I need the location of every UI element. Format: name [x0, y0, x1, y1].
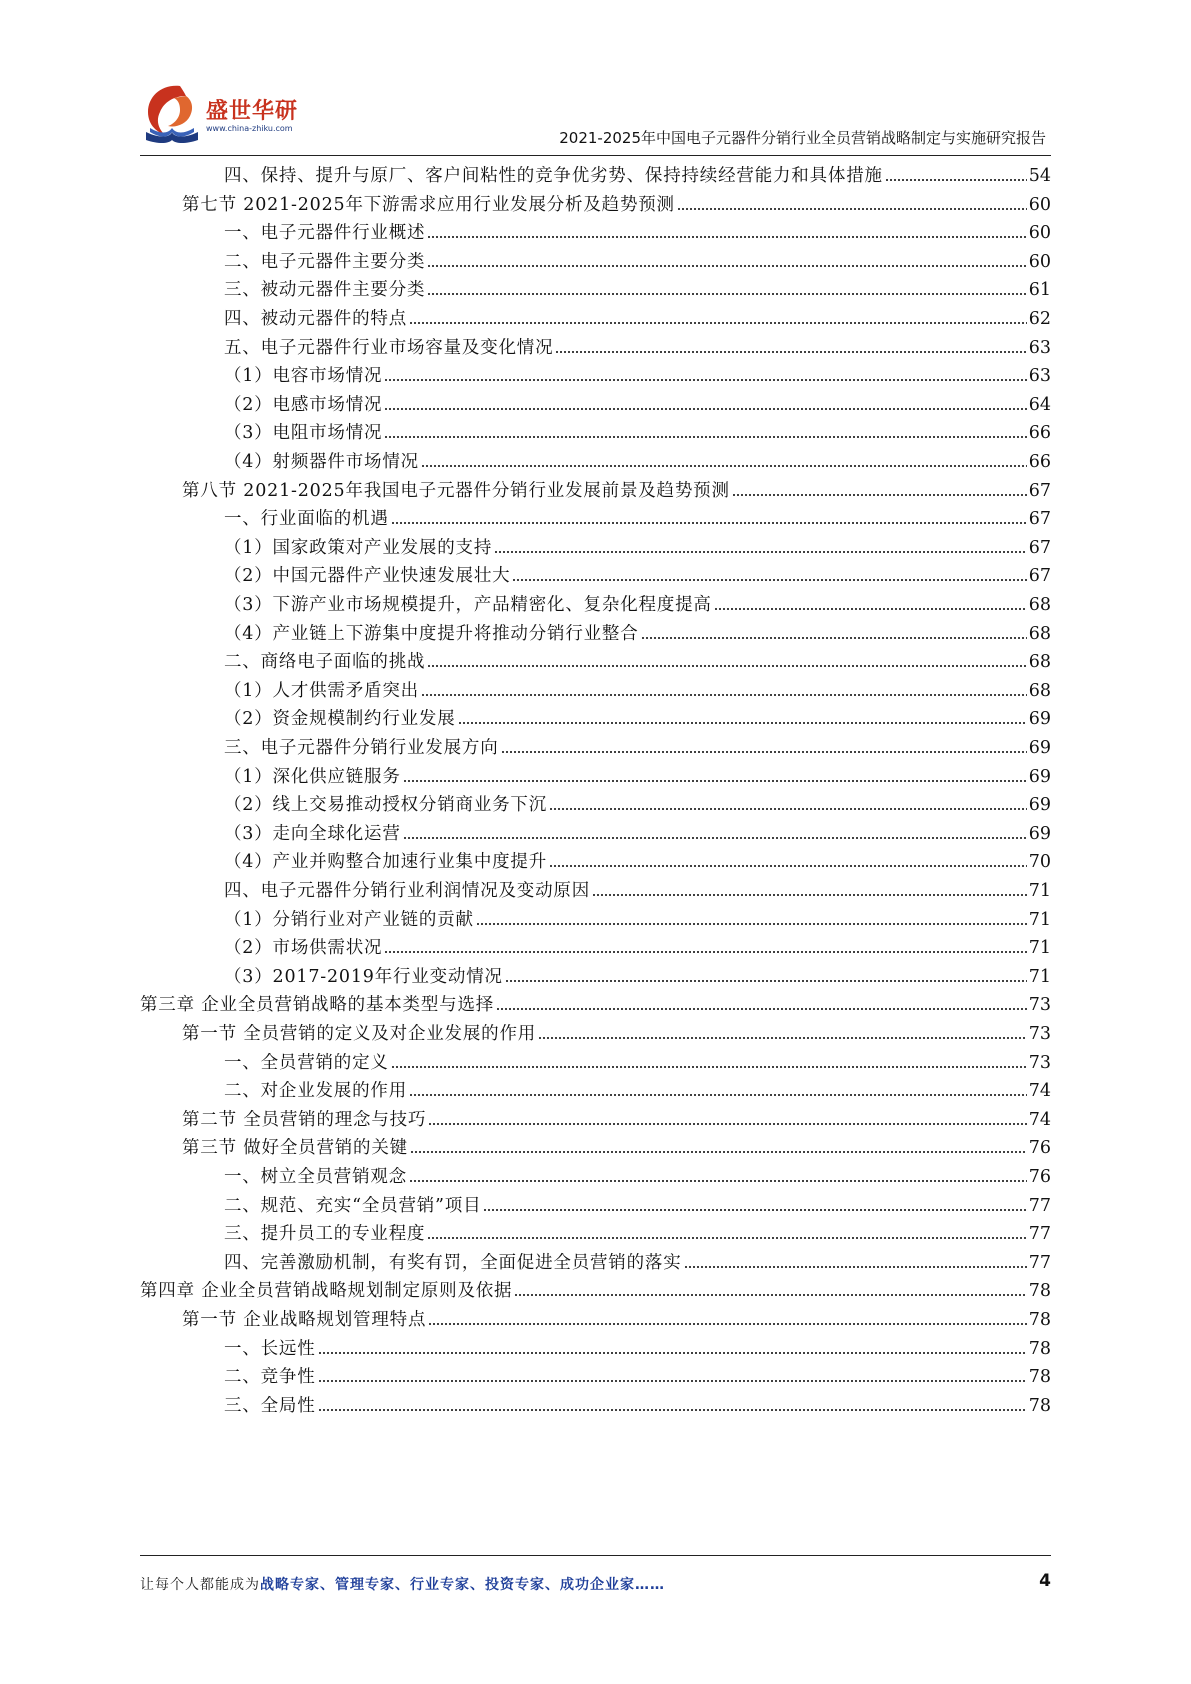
toc-entry[interactable] [224, 334, 1051, 362]
toc-entry-label: （2）资金规模制约行业发展 [224, 709, 456, 730]
logo-emblem-icon [140, 82, 204, 146]
toc-entry-page: 64 [1028, 394, 1051, 415]
toc-dot-leader [512, 576, 1026, 582]
toc-entry-label: （2）市场供需状况 [224, 938, 383, 959]
toc-entry-label: 二、规范、充实“全员营销”项目 [224, 1195, 482, 1216]
toc-entry-label: 第七节 2021-2025年下游需求应用行业发展分析及趋势预测 [182, 194, 675, 215]
toc-dot-leader [428, 1120, 1026, 1126]
toc-entry-page: 62 [1028, 309, 1051, 329]
toc-entry[interactable] [224, 391, 1051, 419]
toc-entry[interactable] [224, 906, 1051, 934]
toc-dot-leader [409, 1091, 1027, 1097]
toc-dot-leader [555, 348, 1026, 354]
toc-entry[interactable] [224, 562, 1051, 590]
toc-entry-page: 73 [1028, 995, 1051, 1016]
toc-dot-leader [483, 1206, 1026, 1212]
toc-entry[interactable] [224, 620, 1051, 648]
footer-divider [140, 1555, 1051, 1556]
toc-entry[interactable] [224, 1363, 1051, 1391]
toc-entry-page: 69 [1028, 823, 1051, 844]
toc-entry-page: 77 [1028, 1195, 1051, 1216]
logo-url: www.china-zhiku.com [206, 124, 293, 133]
toc-entry-page: 77 [1028, 1252, 1051, 1273]
toc-entry-label: （2）线上交易推动授权分销商业务下沉 [224, 795, 548, 816]
toc-entry[interactable] [140, 1277, 1051, 1305]
toc-entry[interactable] [224, 448, 1051, 476]
toc-entry-label: 第一节 全员营销的定义及对企业发展的作用 [182, 1024, 537, 1044]
toc-entry-label: （3）电阻市场情况 [224, 423, 383, 444]
toc-entry[interactable] [224, 362, 1051, 390]
toc-dot-leader [427, 262, 1026, 268]
toc-entry-label: （1）电容市场情况 [224, 366, 383, 387]
toc-entry-page: 77 [1028, 1224, 1051, 1245]
toc-entry-page: 78 [1028, 1338, 1051, 1359]
toc-entry[interactable] [224, 677, 1051, 705]
toc-entry-page: 67 [1028, 480, 1051, 501]
toc-entry[interactable] [224, 591, 1051, 619]
toc-entry[interactable] [224, 1192, 1051, 1220]
toc-entry-page: 69 [1028, 766, 1051, 787]
header-divider [140, 155, 1051, 156]
toc-dot-leader [403, 834, 1027, 840]
toc-entry[interactable] [224, 820, 1051, 848]
toc-entry-label: 第二节 全员营销的理念与技巧 [182, 1109, 427, 1130]
toc-entry-page: 74 [1028, 1109, 1051, 1130]
toc-entry-label: （4）射频器件市场情况 [224, 452, 419, 472]
toc-entry[interactable] [224, 534, 1051, 562]
toc-entry[interactable] [182, 1020, 1051, 1048]
toc-entry[interactable] [182, 1106, 1051, 1134]
toc-dot-leader [538, 1034, 1027, 1040]
toc-entry-page: 66 [1028, 423, 1051, 444]
toc-dot-leader [409, 319, 1027, 325]
toc-entry-page: 76 [1028, 1138, 1051, 1159]
toc-entry-page: 78 [1028, 1395, 1051, 1416]
toc-entry[interactable] [224, 276, 1051, 304]
toc-entry-label: 四、完善激励机制，有奖有罚，全面促进全员营销的落实 [224, 1252, 682, 1273]
toc-dot-leader [514, 1291, 1026, 1297]
toc-dot-leader [494, 548, 1027, 554]
toc-dot-leader [403, 777, 1027, 783]
toc-entry-page: 67 [1028, 537, 1051, 558]
toc-dot-leader [427, 662, 1026, 668]
toc-entry-label: （1）国家政策对产业发展的支持 [224, 537, 493, 558]
toc-dot-leader [428, 1320, 1026, 1326]
toc-entry-page: 66 [1028, 452, 1051, 472]
toc-dot-leader [391, 519, 1027, 525]
toc-entry[interactable] [224, 219, 1051, 247]
toc-entry[interactable] [224, 162, 1051, 190]
toc-entry[interactable] [224, 1077, 1051, 1105]
footer-slogan-prefix: 让每个人都能成为 [140, 1577, 260, 1593]
toc-entry-page: 67 [1028, 509, 1051, 530]
toc-dot-leader [318, 1377, 1027, 1383]
toc-dot-leader [391, 1063, 1027, 1069]
toc-entry-label: 第四章 企业全员营销战略规划制定原则及依据 [140, 1281, 513, 1302]
toc-entry-page: 68 [1028, 680, 1051, 701]
toc-dot-leader [384, 433, 1026, 439]
toc-entry[interactable] [224, 1392, 1051, 1420]
toc-entry[interactable] [182, 191, 1051, 219]
toc-entry-label: （3）走向全球化运营 [224, 823, 401, 844]
toc-entry-page: 69 [1028, 709, 1051, 730]
toc-entry-label: 二、对企业发展的作用 [224, 1081, 407, 1102]
toc-entry[interactable] [182, 1306, 1051, 1334]
toc-entry[interactable] [224, 763, 1051, 791]
toc-entry[interactable] [224, 934, 1051, 962]
toc-entry-page: 68 [1028, 652, 1051, 673]
toc-dot-leader [384, 405, 1026, 411]
toc-entry-label: 二、商络电子面临的挑战 [224, 652, 426, 673]
toc-entry[interactable] [224, 734, 1051, 762]
toc-entry[interactable] [224, 1220, 1051, 1248]
toc-entry-label: （1）人才供需矛盾突出 [224, 680, 419, 701]
toc-entry-page: 60 [1028, 223, 1051, 244]
toc-dot-leader [549, 862, 1027, 868]
toc-entry-label: （1）深化供应链服务 [224, 766, 401, 787]
toc-dot-leader [501, 748, 1027, 754]
toc-entry[interactable] [224, 705, 1051, 733]
toc-entry-label: 二、电子元器件主要分类 [224, 251, 426, 272]
toc-dot-leader [458, 719, 1027, 725]
toc-entry-page: 70 [1028, 852, 1051, 873]
toc-dot-leader [427, 233, 1026, 239]
toc-dot-leader [384, 376, 1026, 382]
toc-entry-page: 63 [1028, 337, 1051, 358]
toc-dot-leader [641, 634, 1027, 640]
toc-entry-page: 73 [1028, 1024, 1051, 1044]
toc-dot-leader [677, 205, 1027, 211]
toc-entry-page: 73 [1028, 1052, 1051, 1073]
logo-brand-name: 盛世华研 [206, 99, 299, 124]
toc-entry[interactable] [224, 877, 1051, 905]
toc-entry-page: 71 [1028, 881, 1051, 901]
toc-entry-page: 68 [1028, 623, 1051, 644]
toc-entry-page: 61 [1028, 280, 1051, 301]
toc-dot-leader [421, 691, 1027, 697]
toc-entry-label: （1）分销行业对产业链的贡献 [224, 909, 474, 930]
toc-entry-label: 第三节 做好全员营销的关键 [182, 1138, 408, 1159]
toc-entry[interactable] [224, 1049, 1051, 1077]
toc-entry-label: 第一节 企业战略规划管理特点 [182, 1310, 427, 1330]
toc-entry[interactable] [224, 505, 1051, 533]
toc-entry-label: 一、全员营销的定义 [224, 1052, 389, 1073]
toc-entry-page: 67 [1028, 566, 1051, 587]
page-header [0, 0, 1191, 160]
toc-entry[interactable] [224, 963, 1051, 991]
toc-entry[interactable] [224, 791, 1051, 819]
toc-entry-page: 60 [1028, 194, 1051, 215]
toc-dot-leader [732, 491, 1027, 497]
toc-dot-leader [410, 1148, 1027, 1154]
toc-entry[interactable] [224, 1163, 1051, 1191]
toc-entry-label: 四、保持、提升与原厂、客户间粘性的竞争优劣势、保持持续经营能力和具体措施 [224, 166, 883, 186]
toc-entry[interactable] [224, 419, 1051, 447]
toc-entry-label: 四、电子元器件分销行业利润情况及变动原因 [224, 881, 590, 901]
toc-dot-leader [427, 290, 1026, 296]
toc-entry-label: 一、树立全员营销观念 [224, 1167, 407, 1187]
toc-dot-leader [684, 1263, 1027, 1269]
toc-entry-page: 74 [1028, 1081, 1051, 1102]
toc-entry-label: 一、电子元器件行业概述 [224, 223, 426, 244]
toc-entry-page: 76 [1028, 1167, 1051, 1187]
toc-entry-label: 二、竞争性 [224, 1367, 316, 1388]
toc-entry[interactable] [224, 1335, 1051, 1363]
toc-entry-label: 一、长远性 [224, 1338, 316, 1359]
toc-entry-label: （4）产业链上下游集中度提升将推动分销行业整合 [224, 623, 639, 644]
toc-entry-page: 71 [1028, 909, 1051, 930]
toc-entry[interactable] [224, 848, 1051, 876]
footer-slogan-highlight: 战略专家、管理专家、行业专家、投资专家、成功企业家…… [260, 1577, 665, 1593]
toc-entry-label: （4）产业并购整合加速行业集中度提升 [224, 852, 548, 873]
toc-entry-label: 三、电子元器件分销行业发展方向 [224, 738, 499, 758]
toc-entry-page: 78 [1028, 1281, 1051, 1302]
toc-dot-leader [496, 1005, 1027, 1011]
toc-entry-label: 第三章 企业全员营销战略的基本类型与选择 [140, 995, 495, 1016]
toc-entry-label: （3）下游产业市场规模提升，产品精密化、复杂化程度提高 [224, 595, 712, 615]
toc-entry-label: 三、被动元器件主要分类 [224, 280, 426, 301]
toc-dot-leader [427, 1234, 1026, 1240]
toc-entry-label: 三、提升员工的专业程度 [224, 1224, 426, 1245]
toc-entry-label: 四、被动元器件的特点 [224, 309, 407, 329]
toc-dot-leader [384, 948, 1026, 954]
toc-entry-label: 五、电子元器件行业市场容量及变化情况 [224, 337, 554, 358]
toc-entry-label: 一、行业面临的机遇 [224, 509, 389, 530]
toc-entry-page: 71 [1028, 938, 1051, 959]
toc-dot-leader [714, 605, 1027, 611]
toc-entry-label: （2）电感市场情况 [224, 394, 383, 415]
report-title: 2021-2025年中国电子元器件分销行业全员营销战略制定与实施研究报告 [559, 129, 1046, 147]
toc-dot-leader [505, 977, 1027, 983]
toc-entry-label: 第八节 2021-2025年我国电子元器件分销行业发展前景及趋势预测 [182, 480, 730, 501]
toc-entry-page: 78 [1028, 1310, 1051, 1330]
toc-dot-leader [885, 176, 1027, 182]
footer-slogan [140, 1574, 665, 1594]
toc-dot-leader [409, 1177, 1027, 1183]
toc-dot-leader [318, 1349, 1027, 1355]
toc-dot-leader [549, 805, 1027, 811]
toc-entry-label: 三、全局性 [224, 1395, 316, 1416]
toc-dot-leader [592, 891, 1027, 897]
toc-entry-page: 78 [1028, 1367, 1051, 1388]
toc-entry-page: 71 [1028, 966, 1051, 987]
toc-entry[interactable] [224, 305, 1051, 333]
toc-dot-leader [318, 1406, 1027, 1412]
toc-entry[interactable] [140, 991, 1051, 1019]
toc-entry[interactable] [224, 1249, 1051, 1277]
toc-entry[interactable] [224, 648, 1051, 676]
toc-dot-leader [421, 462, 1027, 468]
toc-entry-page: 63 [1028, 366, 1051, 387]
toc-entry[interactable] [224, 248, 1051, 276]
toc-entry-page: 54 [1028, 166, 1051, 186]
toc-entry-page: 69 [1028, 738, 1051, 758]
toc-entry-label: （3）2017-2019年行业变动情况 [224, 966, 503, 987]
toc-entry-page: 68 [1028, 595, 1051, 615]
company-logo [140, 82, 320, 150]
toc-entry-page: 60 [1028, 251, 1051, 272]
toc-entry-page: 69 [1028, 795, 1051, 816]
page-number: 4 [1039, 1571, 1051, 1591]
toc-dot-leader [476, 920, 1027, 926]
toc-entry[interactable] [182, 1134, 1051, 1162]
toc-entry[interactable] [182, 477, 1051, 505]
toc-entry-label: （2）中国元器件产业快速发展壮大 [224, 566, 511, 587]
